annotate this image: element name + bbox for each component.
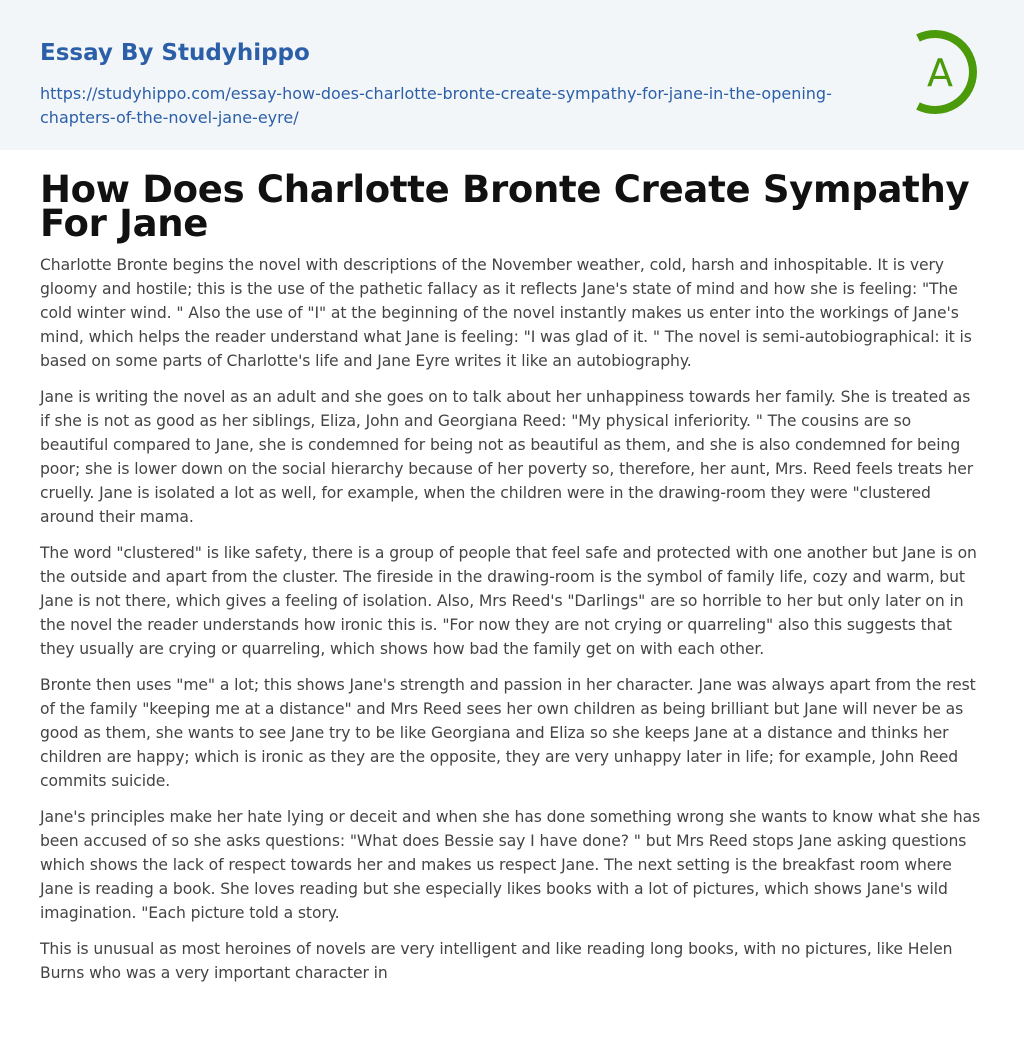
essay-url-link[interactable]: https://studyhippo.com/essay-how-does-charlotte-bronte-create-sympathy-for-jane-in-the-opening-chapters-of-the-novel-jane-eyre/ — [40, 84, 832, 127]
paragraph: Charlotte Bronte begins the novel with descriptions of the November weather, cold, harsh and inhospitable. It is very gloomy and hostile; this is the use of the pathetic fallacy as it reflects Jane's state of mind and how she is feeling: "The cold winter wind. " Also the use of "I" at the beginning of the novel instantly makes us enter into the workings of Jane's mind, which helps the reader understand what Jane is feeling: "I was glad of it. " The novel is semi-autobiographical: it is based on some parts of Charlotte's life and Jane Eyre writes it like an autobiography. — [40, 256, 972, 370]
site-header — [0, 0, 1024, 150]
page-title: How Does Charlotte Bronte Create Sympathy For Jane — [40, 168, 970, 245]
paragraph: The word "clustered" is like safety, there is a group of people that feel safe and protected with one another but Jane is on the outside and apart from the cluster. The fireside in the drawing-room is the symbol of family life, cozy and warm, but Jane is not there, which gives a feeling of isolation. Also, Mrs Reed's "Darlings" are so horrible to her but only later on in the novel the reader understands how ironic this is. "For now they are not crying or quarreling" also this suggests that they usually are crying or quarreling, which shows how bad the family get on with each other. — [40, 544, 977, 658]
paragraph: This is unusual as most heroines of novels are very intelligent and like reading long books, with no pictures, like Helen Burns who was a very important character in — [40, 940, 953, 982]
brand-title: Essay By Studyhippo — [40, 40, 310, 66]
logo-letter: A — [927, 51, 953, 95]
paragraph: Bronte then uses "me" a lot; this shows Jane's strength and passion in her character. Jane was always apart from the rest of the family "keeping me at a distance" and Mrs Reed sees her own children as being brilliant but Jane will never be as good as them, she wants to see Jane try to be like Georgiana and Eliza so she keeps Jane at a distance and thinks her children are happy; which is ironic as they are the opposite, they are very unhappy later in life; for example, John Reed commits suicide. — [40, 676, 976, 790]
paragraph: Jane is writing the novel as an adult and she goes on to talk about her unhappiness towards her family. She is treated as if she is not as good as her siblings, Eliza, John and Georgiana Reed: "My physical inferiority. " The cousins are so beautiful compared to Jane, she is condemned for being not as beautiful as them, and she is also condemned for being poor; she is lower down on the social hierarchy because of her poverty so, therefore, her aunt, Mrs. Reed feels treats her cruelly. Jane is isolated a lot as well, for example, when the children were in the drawing-room they were "clustered around their mama. — [40, 388, 974, 526]
studyhippo-logo-icon[interactable] — [904, 28, 988, 116]
paragraph: Jane's principles make her hate lying or deceit and when she has done something wrong she wants to know what she has been accused of so she asks questions: "What does Bessie say I have done? " but Mrs Reed stops Jane asking questions which shows the lack of respect towards her and makes us respect Jane. The next setting is the breakfast room where Jane is reading a book. She loves reading but she especially likes books with a lot of pictures, which shows Jane's wild imagination. "Each picture told a story. — [40, 808, 981, 922]
article — [0, 168, 1024, 985]
